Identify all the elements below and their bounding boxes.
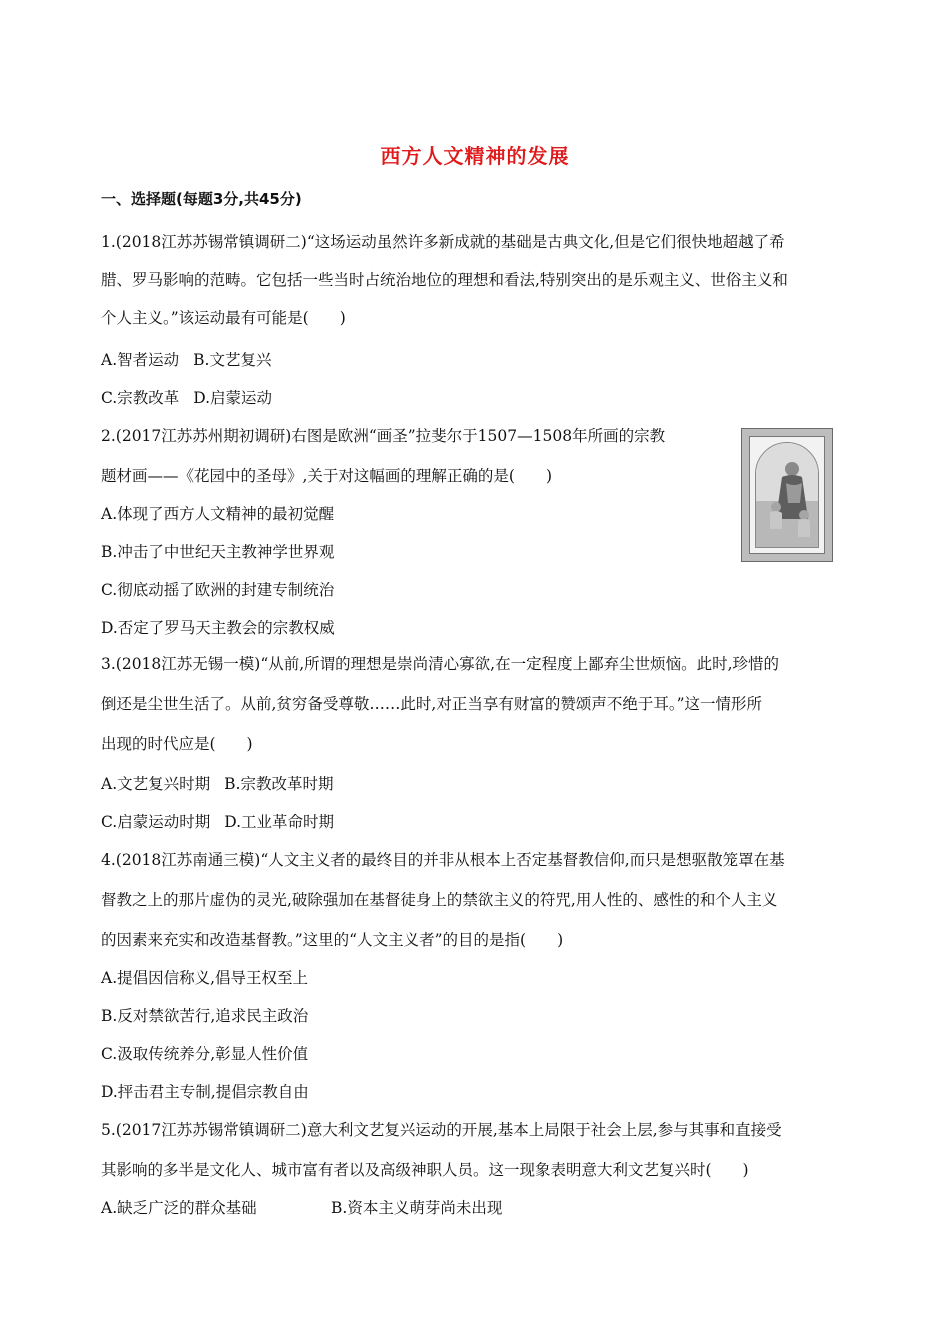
section-heading: 一、选择题(每题3分,共45分)	[101, 190, 302, 208]
q2-stem-line1: 2.(2017江苏苏州期初调研)右图是欧洲“画圣”拉斐尔于1507—1508年所画的宗教	[101, 427, 666, 445]
q1-option-c: C.宗教改革	[101, 389, 180, 407]
q2-option-b: B.冲击了中世纪天主教神学世界观	[101, 543, 335, 561]
madonna-painting-image	[741, 428, 833, 562]
q3-stem-line1: 3.(2018江苏无锡一模)“从前,所谓的理想是崇尚清心寡欲,在一定程度上鄙弃尘世烦恼。此时,珍惜的	[101, 655, 780, 673]
q3-option-a: A.文艺复兴时期	[101, 775, 211, 793]
q3-option-d: D.工业革命时期	[224, 813, 335, 831]
q4-stem-line2: 督教之上的那片虚伪的灵光,破除强加在基督徒身上的禁欲主义的符咒,用人性的、感性的和个人主义	[101, 891, 778, 909]
q1-options-row2	[101, 386, 272, 408]
q2-option-a: A.体现了西方人文精神的最初觉醒	[101, 505, 335, 523]
q3-options-row1	[101, 772, 333, 794]
q3-stem-line2: 倒还是尘世生活了。从前,贫穷备受尊敬……此时,对正当享有财富的赞颂声不绝于耳。”这一情形所	[101, 695, 763, 713]
q4-stem-line3: 的因素来充实和改造基督教。”这里的“人文主义者”的目的是指( )	[101, 931, 564, 949]
painting-frame	[749, 436, 825, 554]
q1-stem-line3: 个人主义。”该运动最有可能是( )	[101, 309, 346, 327]
q4-option-a: A.提倡因信称义,倡导王权至上	[101, 969, 309, 987]
q2-stem-line2: 题材画——《花园中的圣母》,关于对这幅画的理解正确的是( )	[101, 467, 553, 485]
q4-option-c: C.汲取传统养分,彰显人性价值	[101, 1045, 309, 1063]
q4-option-b: B.反对禁欲苦行,追求民主政治	[101, 1007, 309, 1025]
page-title: 西方人文精神的发展	[380, 144, 570, 168]
q3-option-c: C.启蒙运动时期	[101, 813, 211, 831]
q5-option-a: A.缺乏广泛的群众基础	[101, 1199, 257, 1217]
q1-stem-line1: 1.(2018江苏苏锡常镇调研二)“这场运动虽然许多新成就的基础是古典文化,但是它们很快地超越了希	[101, 233, 785, 251]
q5-stem-line1: 5.(2017江苏苏锡常镇调研二)意大利文艺复兴运动的开展,基本上局限于社会上层,参与其事和直接受	[101, 1121, 782, 1139]
painting-canvas	[755, 442, 819, 548]
q1-option-a: A.智者运动	[101, 351, 180, 369]
q4-stem-line1: 4.(2018江苏南通三模)“人文主义者的最终目的并非从根本上否定基督教信仰,而只是想驱散笼罩在基	[101, 851, 785, 869]
q2-option-d: D.否定了罗马天主教会的宗教权威	[101, 619, 335, 637]
q3-options-row2	[101, 810, 334, 832]
q1-stem-line2: 腊、罗马影响的范畴。它包括一些当时占统治地位的理想和看法,特别突出的是乐观主义、世俗主义和	[101, 271, 788, 289]
q5-option-b: B.资本主义萌芽尚未出现	[331, 1199, 503, 1217]
q5-stem-line2: 其影响的多半是文化人、城市富有者以及高级神职人员。这一现象表明意大利文艺复兴时( )	[101, 1161, 749, 1179]
q3-option-b: B.宗教改革时期	[224, 775, 334, 793]
q4-option-d: D.抨击君主专制,提倡宗教自由	[101, 1083, 309, 1101]
q3-stem-line3: 出现的时代应是( )	[101, 735, 253, 753]
painting-illustration-icon	[756, 443, 819, 548]
q1-options-row1	[101, 348, 271, 370]
q1-option-d: D.启蒙运动	[193, 389, 273, 407]
q2-option-c: C.彻底动摇了欧洲的封建专制统治	[101, 581, 335, 599]
q5-options-row1	[101, 1196, 502, 1218]
q1-option-b: B.文艺复兴	[193, 351, 272, 369]
